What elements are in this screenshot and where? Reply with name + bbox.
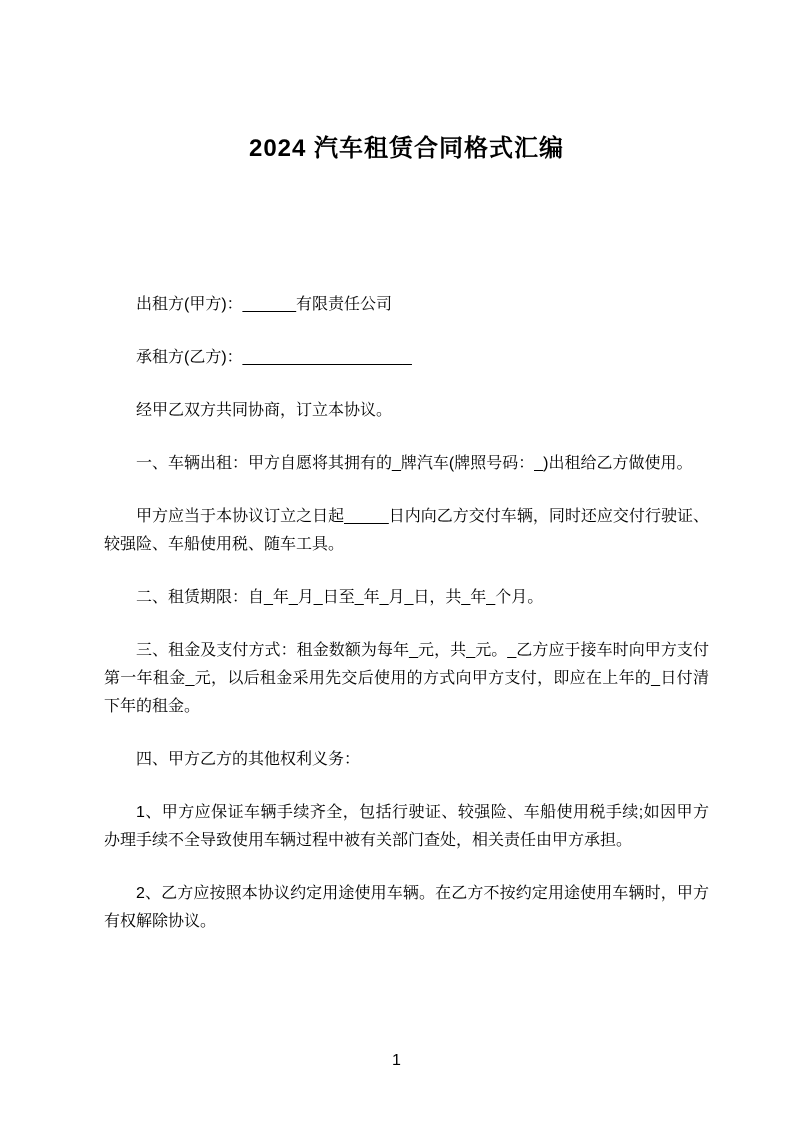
clause-2-lease-term: 二、租赁期限：自_年_月_日至_年_月_日，共_年_个月。 (136, 589, 544, 606)
lessee-party-line: 承租方(乙方)：___________________ (136, 349, 412, 366)
clause-1-vehicle-lease: 一、车辆出租：甲方自愿将其拥有的_牌汽车(牌照号码：_)出租给乙方做使用。 (136, 455, 693, 472)
clause-4-item-2: 2、乙方应按照本协议约定用途使用车辆。在乙方不按约定用途使用车辆时，甲方有权解除协议。 (104, 885, 709, 930)
clause-1-delivery-terms: 甲方应当于本协议订立之日起_____日内向乙方交付车辆，同时还应交付行驶证、较强险、车船使用税、随车工具。 (104, 508, 709, 553)
clause-4-other-rights-heading: 四、甲方乙方的其他权利义务： (136, 751, 361, 768)
clause-4-item-1: 1、甲方应保证车辆手续齐全，包括行驶证、较强险、车船使用税手续;如因甲方办理手续不全导致使用车辆过程中被有关部门查处，相关责任由甲方承担。 (104, 804, 709, 849)
page-number: 1 (392, 1052, 401, 1069)
page-footer (0, 1050, 793, 1072)
clause-3-rent-payment: 三、租金及支付方式：租金数额为每年_元，共_元。_乙方应于接车时向甲方支付第一年租金_元，以后租金采用先交后使用的方式向甲方支付，即应在上年的_日付清下年的租金。 (104, 642, 709, 715)
lessor-party-line: 出租方(甲方)：______有限责任公司 (136, 296, 393, 313)
document-title: 2024 汽车租赁合同格式汇编 (248, 135, 565, 162)
preamble-line: 经甲乙双方共同协商，订立本协议。 (136, 402, 393, 419)
